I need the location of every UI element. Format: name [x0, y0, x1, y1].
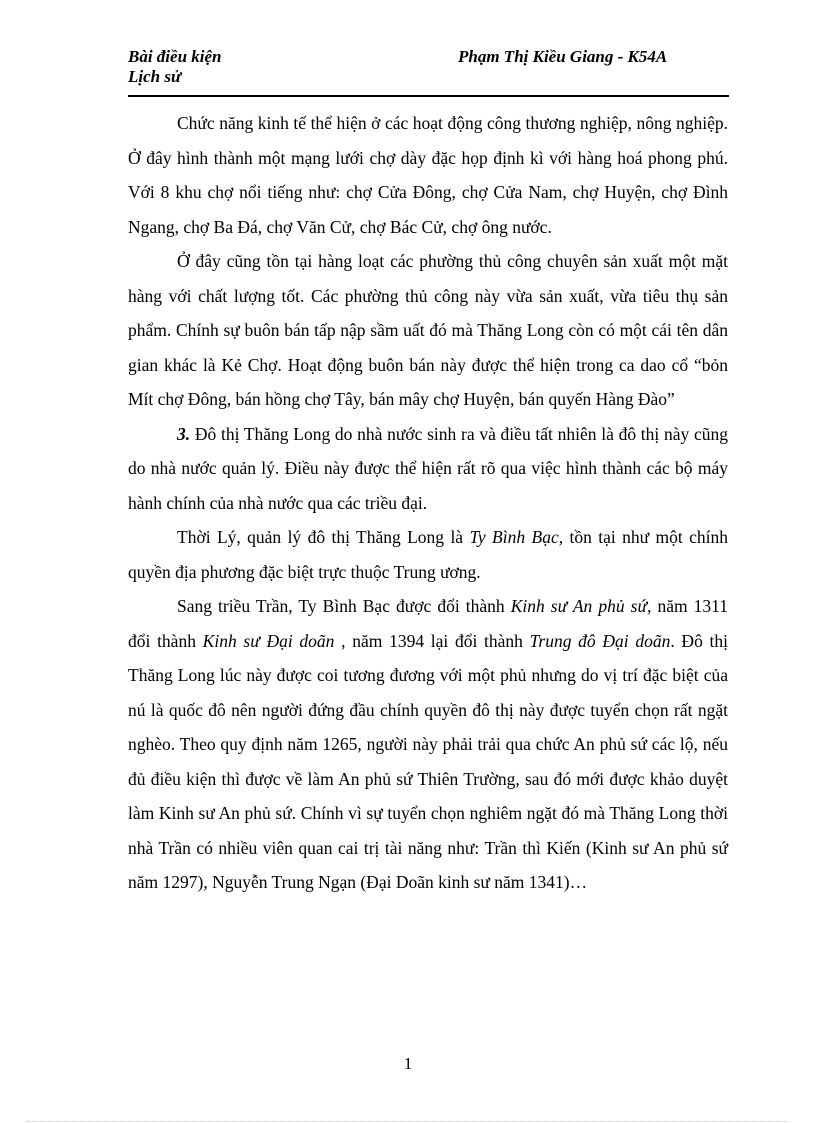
italic-term: Kinh sư Đại doãn: [202, 630, 335, 651]
header-subject: Lịch sử: [128, 67, 182, 86]
section-number: 3.: [177, 423, 191, 444]
header-course-title: Bài điều kiện: [128, 47, 222, 66]
italic-term: Trung đô Đại doãn: [529, 630, 671, 651]
italic-term: Ty Bình Bạc,: [469, 527, 564, 547]
header-author: Phạm Thị Kiều Giang - K54A: [458, 47, 668, 66]
text-span: Thời Lý, quản lý đô thị Thăng Long là: [177, 527, 470, 547]
paragraph-tran-dynasty: [128, 589, 728, 900]
paragraph-ly-dynasty: [128, 520, 728, 589]
text-span: tồn tại như một chính quyền địa phương đặc biệt trực thuộc Trung ương.: [128, 527, 728, 582]
page-bottom-divider: [27, 1121, 787, 1122]
paragraph-section-3-text: Đô thị Thăng Long do nhà nước sinh ra và điều tất nhiên là đô thị này cũng do nhà nước quản lý. Điều này được thể hiện rất rõ qua việc hình thành các bộ máy hành chính của nhà nước qua các triều đại.: [128, 423, 728, 513]
text-span: năm 1311 đổi thành: [128, 596, 728, 651]
paragraph-section-3: [128, 417, 728, 521]
text-span: Sang triều Trần, Ty Bình Bạc được đổi thành: [177, 596, 511, 616]
page-header: [128, 47, 729, 97]
paragraph-economy: Chức năng kinh tế thể hiện ở các hoạt động công thương nghiệp, nông nghiệp. Ở đây hình thành một mạng lưới chợ dày đặc họp định kì với hàng hoá phong phú. Với 8 khu chợ nổi tiếng như: chợ Cửa Đông, chợ Cửa Nam, chợ Huyện, chợ Đình Ngang, chợ Ba Đá, chợ Văn Cử, chợ Bác Cử, chợ ông nước.: [128, 113, 728, 237]
page-number: 1: [403, 1054, 413, 1073]
italic-term: Kinh sư An phủ sứ,: [510, 596, 652, 616]
document-body: [128, 106, 728, 900]
text-span: . Đô thị Thăng Long lúc này được coi tương đương với một phủ nhưng do vị trí đặc biệt của nú là quốc đô nên người đứng đầu chính quyền đô thị này được tuyển chọn rất ngặt nghèo. Theo quy định năm 1265, người này phải trải qua chức An phủ sứ các lộ, nếu đủ điều kiện thì được về làm An phủ sứ Thiên Trường, sau đó mới được khảo duyệt làm Kinh sư An phủ sứ. Chính vì sự tuyển chọn nghiêm ngặt đó mà Thăng Long thời nhà Trần có nhiều viên quan cai trị tài năng như: Trần thì Kiến (Kinh sư An phủ sứ năm 1297), Nguyễn Trung Ngạn (Đại Doãn kinh sư năm 1341)…: [128, 630, 728, 892]
header-left: [128, 47, 222, 87]
paragraph-crafts: Ở đây cũng tồn tại hàng loạt các phường thủ công chuyên sản xuất một mặt hàng với chất lượng tốt. Các phường thủ công này vừa sản xuất, vừa tiêu thụ sản phẩm. Chính sự buôn bán tấp nập sầm uất đó mà Thăng Long còn có một cái tên dân gian khác là Kẻ Chợ. Hoạt động buôn bán này được thể hiện trong ca dao cổ “bỏn Mít chợ Đông, bán hồng chợ Tây, bán mây chợ Huyện, bán quyến Hàng Đào”: [128, 251, 728, 409]
text-span: , năm 1394 lại đổi thành: [334, 630, 530, 651]
